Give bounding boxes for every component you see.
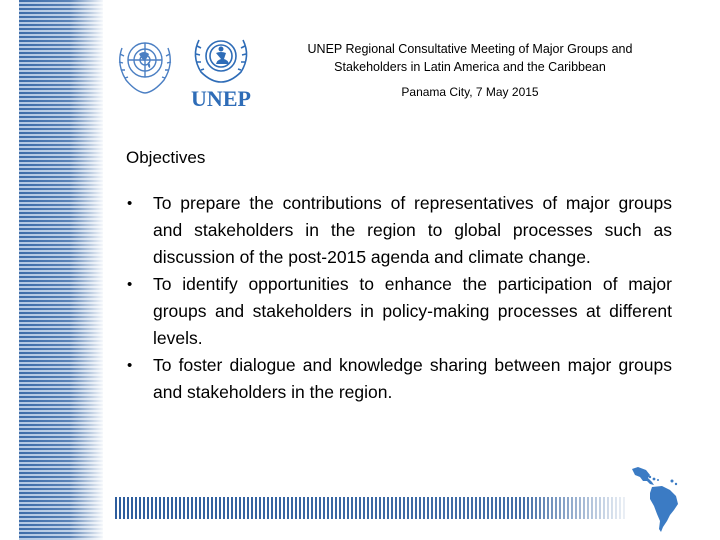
meeting-title-line2: Stakeholders in Latin America and the Caribbean — [334, 60, 606, 74]
unep-logo-icon — [183, 30, 268, 112]
latin-america-map-icon — [628, 465, 688, 535]
meeting-title-line1: UNEP Regional Consultative Meeting of Major Groups and — [307, 42, 633, 56]
meeting-title — [270, 40, 670, 76]
left-decorative-bar — [19, 0, 103, 540]
objective-item: • To foster dialogue and knowledge sharing between major groups and stakeholders in the region. — [127, 352, 672, 406]
objective-item: • To identify opportunities to enhance the participation of major groups and stakeholders in policy-making processes at different levels. — [127, 271, 672, 352]
svg-text:UNEP: UNEP — [191, 86, 251, 111]
bottom-decorative-bar — [115, 497, 625, 519]
objectives-list — [127, 190, 672, 406]
objective-item: • To prepare the contributions of representatives of major groups and stakeholders in the region to global processes such as discussion of the post-2015 agenda and climate change. — [127, 190, 672, 271]
un-emblem-icon — [110, 30, 180, 98]
section-title: Objectives — [126, 148, 206, 167]
meeting-date: Panama City, 7 May 2015 — [401, 85, 539, 99]
